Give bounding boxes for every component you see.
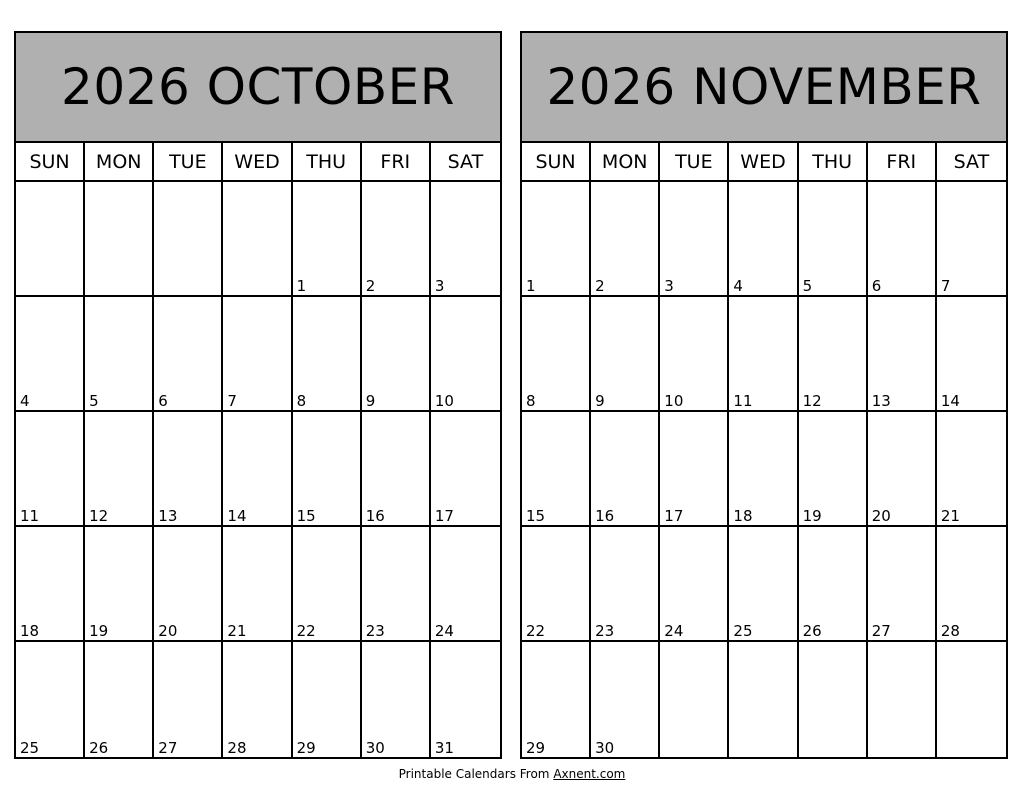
weekday-label: SAT [953,150,990,173]
day-cell [16,642,85,757]
day-cell [362,182,431,297]
day-number: 25 [733,622,753,640]
day-number: 20 [871,507,891,525]
day-number: 11 [733,392,753,410]
day-cell [293,527,362,642]
day-cell [431,412,500,527]
empty-day-cell [154,182,223,297]
day-cell [729,527,798,642]
day-number: 28 [227,739,247,757]
day-cell [868,527,937,642]
day-cell [293,642,362,757]
day-number: 8 [296,392,307,410]
day-number: 7 [227,392,237,410]
day-cell [799,412,868,527]
weekday-header-row [522,143,1006,182]
day-cell [154,297,223,412]
day-cell [799,182,868,297]
day-cell [223,642,292,757]
empty-day-cell [868,642,937,757]
day-cell [591,412,660,527]
day-number: 24 [664,622,684,640]
day-cell [522,182,591,297]
weekday-label: SUN [16,143,85,180]
day-number: 15 [526,507,546,525]
weekday-label: THU [799,143,868,180]
day-cell [660,412,729,527]
day-number: 22 [526,622,546,640]
day-number: 26 [89,739,109,757]
day-cell [729,182,798,297]
day-number: 3 [664,277,674,295]
day-cell [868,412,937,527]
day-cell [154,412,223,527]
day-number: 13 [158,507,178,525]
day-cell [799,527,868,642]
day-cell [799,297,868,412]
day-number: 29 [526,739,546,757]
day-cell [431,297,500,412]
day-number: 27 [871,622,891,640]
weekday-label: FRI [868,143,937,180]
weekday-label: MON [85,143,154,180]
weekday-label: THU [293,143,362,180]
day-cell [660,297,729,412]
day-number: 14 [227,507,247,525]
empty-day-cell [16,182,85,297]
day-number: 5 [89,392,99,410]
day-number: 22 [296,622,316,640]
day-grid [522,182,1006,757]
day-number: 6 [158,392,168,410]
day-cell [362,412,431,527]
day-cell [868,297,937,412]
day-cell [293,182,362,297]
month-title: 2026 OCTOBER [16,33,500,143]
day-cell [362,642,431,757]
day-number: 7 [940,277,951,295]
day-cell [223,527,292,642]
day-grid [16,182,500,757]
weekday-label: TUE [660,143,729,180]
day-number: 21 [227,622,247,640]
empty-day-cell [729,642,798,757]
day-cell [431,527,500,642]
day-cell [591,182,660,297]
day-cell [85,297,154,412]
day-number: 5 [802,277,813,295]
day-cell [431,182,500,297]
day-number: 4 [733,277,743,295]
day-number: 11 [20,507,40,525]
empty-day-cell [223,182,292,297]
day-cell [154,642,223,757]
day-number: 18 [733,507,753,525]
day-cell [16,527,85,642]
weekday-label: SAT [447,150,484,173]
day-number: 19 [89,622,109,640]
day-number: 23 [365,622,385,640]
day-cell [85,642,154,757]
day-number: 12 [802,392,822,410]
day-number: 19 [802,507,822,525]
empty-day-cell [937,642,1006,757]
weekday-header-row [16,143,500,182]
day-cell [362,297,431,412]
day-cell [868,182,937,297]
day-number: 25 [20,739,40,757]
day-cell [223,297,292,412]
month-title: 2026 NOVEMBER [522,33,1006,143]
footer-credit [0,767,1024,781]
day-number: 21 [940,507,960,525]
day-number: 20 [158,622,178,640]
day-number: 23 [595,622,615,640]
empty-day-cell [85,182,154,297]
day-cell [522,642,591,757]
day-number: 17 [664,507,684,525]
day-number: 1 [296,277,307,295]
day-cell [16,412,85,527]
day-cell [522,412,591,527]
day-number: 17 [434,507,454,525]
day-number: 26 [802,622,822,640]
november-calendar [520,31,1008,759]
day-number: 2 [595,277,605,295]
day-cell [591,527,660,642]
day-number: 6 [871,277,882,295]
day-number: 13 [871,392,891,410]
day-cell [937,182,1006,297]
day-number: 31 [434,739,454,757]
day-number: 9 [365,392,376,410]
day-number: 28 [940,622,960,640]
day-number: 16 [595,507,615,525]
day-number: 15 [296,507,316,525]
weekday-label: TUE [154,143,223,180]
empty-day-cell [660,642,729,757]
day-cell [431,642,500,757]
day-cell [729,412,798,527]
empty-day-cell [799,642,868,757]
day-number: 8 [526,392,536,410]
weekday-label: WED [729,143,798,180]
day-number: 4 [20,392,30,410]
day-cell [522,297,591,412]
day-cell [85,412,154,527]
weekday-label: WED [223,143,292,180]
weekday-label: FRI [362,143,431,180]
day-cell [937,297,1006,412]
day-number: 2 [365,277,376,295]
day-cell [937,412,1006,527]
day-number: 27 [158,739,178,757]
day-number: 30 [595,739,615,757]
day-cell [223,412,292,527]
footer-link[interactable]: Axnent.com [553,767,626,781]
day-cell [729,297,798,412]
day-cell [154,527,223,642]
day-cell [16,297,85,412]
day-number: 10 [434,392,454,410]
day-number: 16 [365,507,385,525]
day-cell [362,527,431,642]
day-number: 10 [664,392,684,410]
weekday-label: SUN [522,143,591,180]
day-cell [660,527,729,642]
day-number: 29 [296,739,316,757]
day-cell [660,182,729,297]
day-number: 18 [20,622,40,640]
october-calendar [14,31,502,759]
day-number: 14 [940,392,960,410]
weekday-label: MON [591,143,660,180]
day-number: 9 [595,392,605,410]
day-number: 12 [89,507,109,525]
day-number: 24 [434,622,454,640]
day-number: 1 [526,277,536,295]
footer-text: Printable Calendars From [398,767,554,781]
day-number: 3 [434,277,445,295]
day-cell [591,297,660,412]
day-cell [591,642,660,757]
day-cell [293,297,362,412]
day-cell [522,527,591,642]
day-cell [85,527,154,642]
day-cell [293,412,362,527]
day-number: 30 [365,739,385,757]
day-cell [937,527,1006,642]
